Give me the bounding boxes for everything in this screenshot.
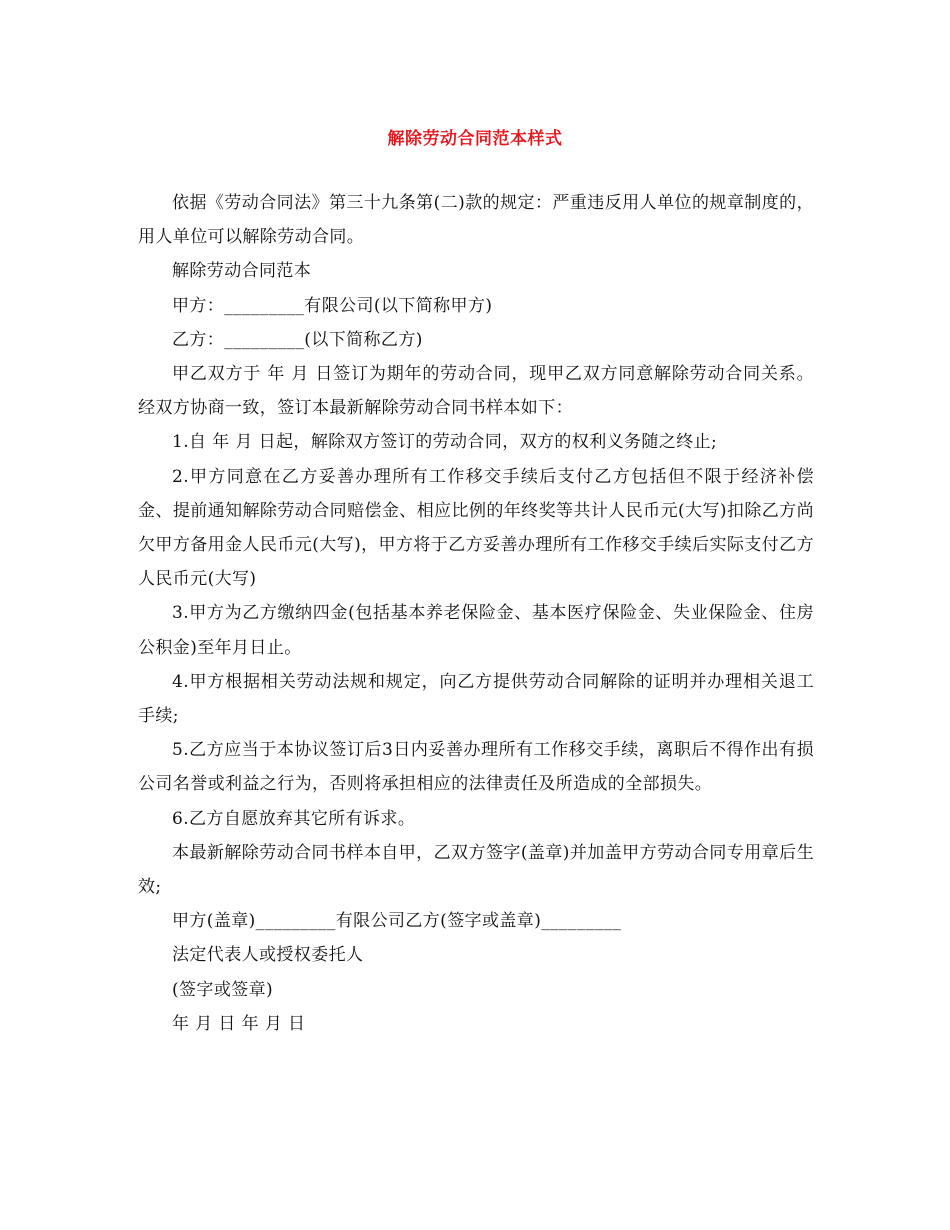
paragraph-dates: 年 月 日 年 月 日 bbox=[172, 1013, 306, 1034]
document-body bbox=[138, 186, 814, 1041]
paragraph-party-a: 甲方：_________有限公司(以下简称甲方) bbox=[172, 295, 493, 316]
paragraph-clause-5: 5.乙方应当于本协议签订后3日内妥善办理所有工作移交手续，离职后不得作出有损公司名誉或利益之行为，否则将承担相应的法律责任及所造成的全部损失。 bbox=[138, 740, 814, 795]
paragraph-signature-line: 甲方(盖章)_________有限公司乙方(签字或盖章)_________ bbox=[172, 911, 622, 932]
paragraph-party-b: 乙方：_________(以下简称乙方) bbox=[172, 329, 423, 350]
paragraph-clause-3: 3.甲方为乙方缴纳四金(包括基本养老保险金、基本医疗保险金、失业保险金、住房公积金)至年月日止。 bbox=[138, 603, 814, 658]
paragraph-effective: 本最新解除劳动合同书样本自甲，乙双方签字(盖章)并加盖甲方劳动合同专用章后生效; bbox=[138, 842, 814, 898]
paragraph-legal-basis: 依据《劳动合同法》第三十九条第(二)款的规定：严重违反用人单位的规章制度的，用人单位可以解除劳动合同。 bbox=[138, 193, 814, 248]
paragraph-representative: 法定代表人或授权委托人 bbox=[172, 945, 364, 966]
paragraph-clause-6: 6.乙方自愿放弃其它所有诉求。 bbox=[172, 808, 416, 829]
paragraph-sign-note: (签字或签章) bbox=[172, 979, 274, 1000]
paragraph-clause-1: 1.自 年 月 日起，解除双方签订的劳动合同，双方的权利义务随之终止; bbox=[172, 432, 718, 453]
paragraph-clause-4: 4.甲方根据相关劳动法规和规定，向乙方提供劳动合同解除的证明并办理相关退工手续; bbox=[138, 671, 814, 727]
document-title: 解除劳动合同范本样式 bbox=[387, 129, 563, 149]
paragraph-preamble: 甲乙双方于 年 月 日签订为期年的劳动合同，现甲乙双方同意解除劳动合同关系。经双方协商一致，签订本最新解除劳动合同书样本如下： bbox=[138, 364, 814, 419]
paragraph-clause-2: 2.甲方同意在乙方妥善办理所有工作移交手续后支付乙方包括但不限于经济补偿金、提前通知解除劳动合同赔偿金、相应比例的年终奖等共计人民币元(大写)扣除乙方尚欠甲方备用金人民币元(大写)，甲方将于乙方妥善办理所有工作移交手续后实际支付乙方人民币元(大写) bbox=[138, 466, 814, 590]
paragraph-subtitle: 解除劳动合同范本 bbox=[172, 261, 312, 282]
